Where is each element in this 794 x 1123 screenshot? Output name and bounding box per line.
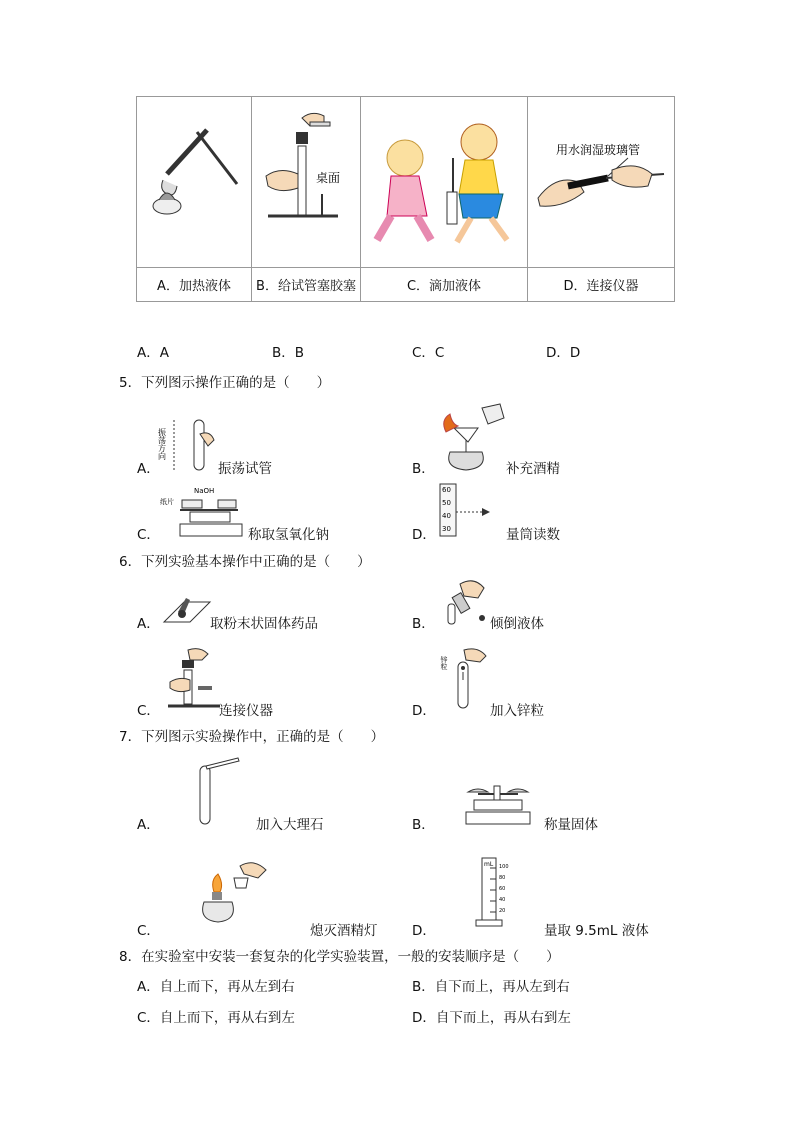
q7-letter-b[interactable]: B． <box>412 817 435 833</box>
q7-label-b: 称量固体 <box>544 817 598 833</box>
q7-stem: 7．下列图示实验操作中，正确的是（ ） <box>119 729 385 745</box>
q4-image-c <box>361 97 528 268</box>
pour-liquid-image <box>436 576 492 628</box>
q4-label-b: B．给试管塞胶塞 <box>252 268 361 302</box>
q7-label-a: 加入大理石 <box>256 817 324 833</box>
shake-tube-image <box>157 416 218 476</box>
connect-apparatus-image <box>168 646 220 714</box>
measuring-cylinder-image <box>476 856 516 928</box>
q4-option-c[interactable]: C．C <box>412 345 445 361</box>
weigh-naoh-image <box>160 484 246 542</box>
tick-50: 50 <box>442 499 451 507</box>
cylinder-reading-image <box>438 482 494 538</box>
q7-label-c: 熄灭酒精灯 <box>310 923 378 939</box>
q6-letter-c[interactable]: C． <box>137 703 160 719</box>
q6-letter-a[interactable]: A． <box>137 616 160 632</box>
q6-stem: 6．下列实验基本操作中正确的是（ ） <box>119 554 371 570</box>
stopper-tube-image <box>252 102 358 262</box>
q7-label-d: 量取 9.5mL 液体 <box>544 923 649 939</box>
q8-stem: 8．在实验室中安装一套复杂的化学实验装置，一般的安装顺序是（ ） <box>119 949 560 965</box>
tick-40: 40 <box>442 512 451 520</box>
q4-option-d[interactable]: D．D <box>546 345 581 361</box>
connecting-tube-image <box>528 102 672 262</box>
heating-liquid-image <box>137 102 249 262</box>
q4-image-d <box>528 97 675 268</box>
q6-label-c: 连接仪器 <box>219 703 273 719</box>
tick-60: 60 <box>442 486 451 494</box>
q4-label-d: D．连接仪器 <box>528 268 675 302</box>
desk-label: 桌面 <box>316 171 341 185</box>
q8-option-d[interactable]: D．自下而上，再从右到左 <box>412 1010 571 1026</box>
q6-label-d: 加入锌粒 <box>490 703 544 719</box>
wet-tube-label: 用水润湿玻璃管 <box>556 143 641 157</box>
q5-letter-c[interactable]: C． <box>137 527 160 543</box>
q8-option-b[interactable]: B．自下而上，再从左到右 <box>412 979 570 995</box>
q7-letter-c[interactable]: C． <box>137 923 160 939</box>
q6-label-a: 取粉末状固体药品 <box>210 616 318 632</box>
q5-label-d: 量筒读数 <box>506 527 560 543</box>
q5-label-a: 振荡试管 <box>218 461 272 477</box>
powder-image <box>160 586 210 630</box>
ml-unit: mL <box>484 861 494 868</box>
q4-image-b <box>252 97 361 268</box>
q7-letter-d[interactable]: D． <box>412 923 436 939</box>
dropping-liquid-image <box>361 102 525 262</box>
add-alcohol-image <box>436 400 506 472</box>
q5-letter-d[interactable]: D． <box>412 527 436 543</box>
q7-letter-a[interactable]: A． <box>137 817 160 833</box>
extinguish-lamp-image <box>200 856 270 926</box>
q5-label-b: 补充酒精 <box>506 461 560 477</box>
naoh-label: NaOH <box>194 487 215 495</box>
q8-option-a[interactable]: A．自上而下，再从左到右 <box>137 979 295 995</box>
q5-letter-a[interactable]: A． <box>137 461 160 477</box>
tick-40: 40 <box>499 897 506 903</box>
q4-table <box>136 96 675 302</box>
q4-label-c: C．滴加液体 <box>361 268 528 302</box>
q6-label-b: 倾倒液体 <box>490 616 544 632</box>
zinc-label: 锌粒 <box>440 656 448 670</box>
tick-60: 60 <box>499 886 506 892</box>
q8-option-c[interactable]: C．自上而下，再从右到左 <box>137 1010 295 1026</box>
tick-100: 100 <box>499 864 509 870</box>
q5-stem: 5．下列图示操作正确的是（ ） <box>119 375 331 391</box>
q5-label-c: 称取氢氧化钠 <box>248 527 329 543</box>
tick-20: 20 <box>499 908 506 914</box>
tick-80: 80 <box>499 875 506 881</box>
q4-label-a: A．加热液体 <box>137 268 252 302</box>
q4-image-a <box>137 97 252 268</box>
add-marble-image <box>194 756 240 826</box>
add-zinc-image <box>442 646 490 712</box>
q4-option-b[interactable]: B．B <box>272 345 305 361</box>
q6-letter-b[interactable]: B． <box>412 616 435 632</box>
q5-letter-b[interactable]: B． <box>412 461 435 477</box>
q4-option-a[interactable]: A．A <box>137 345 169 361</box>
shake-direction-label: 振荡方向 <box>157 428 167 460</box>
q6-letter-d[interactable]: D． <box>412 703 436 719</box>
tick-30: 30 <box>442 525 451 533</box>
balance-image <box>464 780 532 828</box>
paper-label: 纸片 <box>160 498 174 506</box>
